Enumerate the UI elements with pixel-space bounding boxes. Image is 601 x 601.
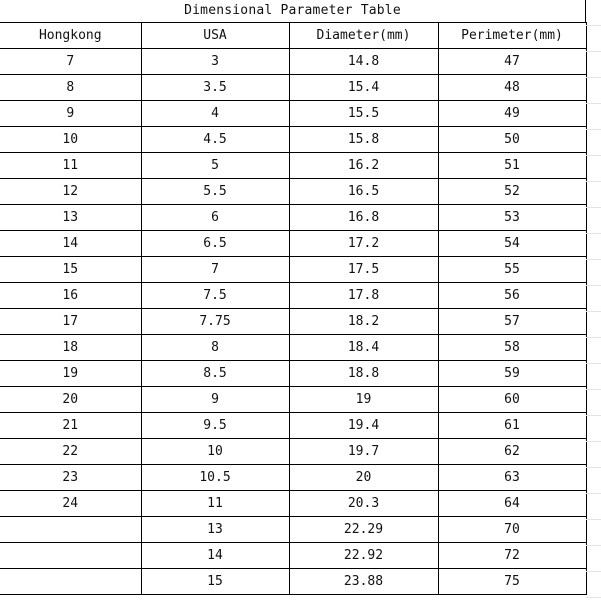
cell-perimeter: 72 <box>438 543 586 569</box>
cell-diameter: 18.2 <box>289 309 438 335</box>
cell-perimeter: 48 <box>438 75 586 101</box>
table-row <box>0 517 586 543</box>
cell-hongkong: 8 <box>0 75 141 101</box>
cell-diameter: 16.8 <box>289 205 438 231</box>
cell-usa: 3.5 <box>141 75 289 101</box>
cell-perimeter: 51 <box>438 153 586 179</box>
cell-hongkong: 23 <box>0 465 141 491</box>
cell-usa: 6 <box>141 205 289 231</box>
cell-hongkong: 22 <box>0 439 141 465</box>
cell-hongkong: 16 <box>0 283 141 309</box>
cell-diameter: 17.5 <box>289 257 438 283</box>
table-row <box>0 153 586 179</box>
cell-diameter: 16.5 <box>289 179 438 205</box>
cell-hongkong <box>0 517 141 543</box>
cell-perimeter: 64 <box>438 491 586 517</box>
cell-hongkong: 9 <box>0 101 141 127</box>
table-row <box>0 231 586 257</box>
cell-diameter: 23.88 <box>289 569 438 595</box>
cell-perimeter: 63 <box>438 465 586 491</box>
table-row <box>0 75 586 101</box>
table-row <box>0 413 586 439</box>
cell-usa: 5.5 <box>141 179 289 205</box>
cell-perimeter: 57 <box>438 309 586 335</box>
cell-diameter: 15.4 <box>289 75 438 101</box>
cell-perimeter: 60 <box>438 387 586 413</box>
cell-hongkong: 18 <box>0 335 141 361</box>
cell-usa: 4 <box>141 101 289 127</box>
cell-hongkong <box>0 543 141 569</box>
cell-usa: 3 <box>141 49 289 75</box>
cell-hongkong: 19 <box>0 361 141 387</box>
cell-diameter: 18.4 <box>289 335 438 361</box>
cell-perimeter: 61 <box>438 413 586 439</box>
cell-hongkong: 13 <box>0 205 141 231</box>
header-diameter: Diameter(mm) <box>289 23 438 49</box>
cell-diameter: 14.8 <box>289 49 438 75</box>
cell-usa: 9.5 <box>141 413 289 439</box>
cell-hongkong: 24 <box>0 491 141 517</box>
table-row <box>0 465 586 491</box>
table-row <box>0 283 586 309</box>
cell-diameter: 17.8 <box>289 283 438 309</box>
cell-hongkong: 15 <box>0 257 141 283</box>
table-row <box>0 335 586 361</box>
cell-hongkong: 7 <box>0 49 141 75</box>
cell-perimeter: 54 <box>438 231 586 257</box>
cell-usa: 10 <box>141 439 289 465</box>
header-perimeter: Perimeter(mm) <box>438 23 586 49</box>
cell-diameter: 16.2 <box>289 153 438 179</box>
cell-usa: 7 <box>141 257 289 283</box>
table-row <box>0 49 586 75</box>
cell-perimeter: 52 <box>438 179 586 205</box>
cell-hongkong: 20 <box>0 387 141 413</box>
cell-diameter: 20 <box>289 465 438 491</box>
cell-diameter: 19.4 <box>289 413 438 439</box>
cell-perimeter: 55 <box>438 257 586 283</box>
cell-usa: 15 <box>141 569 289 595</box>
table-title: Dimensional Parameter Table <box>0 0 586 22</box>
cell-usa: 4.5 <box>141 127 289 153</box>
cell-usa: 6.5 <box>141 231 289 257</box>
cell-hongkong: 11 <box>0 153 141 179</box>
cell-usa: 8 <box>141 335 289 361</box>
cell-perimeter: 62 <box>438 439 586 465</box>
cell-hongkong: 21 <box>0 413 141 439</box>
table-body <box>0 49 586 595</box>
cell-usa: 9 <box>141 387 289 413</box>
cell-perimeter: 70 <box>438 517 586 543</box>
table-row <box>0 387 586 413</box>
header-row <box>0 23 586 49</box>
table-row <box>0 439 586 465</box>
cell-diameter: 20.3 <box>289 491 438 517</box>
header-usa: USA <box>141 23 289 49</box>
cell-usa: 14 <box>141 543 289 569</box>
cell-usa: 7.5 <box>141 283 289 309</box>
sheet-gridlines <box>586 0 601 601</box>
cell-diameter: 19.7 <box>289 439 438 465</box>
parameter-table <box>0 22 587 595</box>
cell-hongkong: 12 <box>0 179 141 205</box>
table-row <box>0 569 586 595</box>
cell-perimeter: 75 <box>438 569 586 595</box>
cell-diameter: 19 <box>289 387 438 413</box>
cell-hongkong <box>0 569 141 595</box>
cell-diameter: 15.8 <box>289 127 438 153</box>
table-row <box>0 127 586 153</box>
cell-hongkong: 17 <box>0 309 141 335</box>
table-row <box>0 361 586 387</box>
cell-diameter: 22.29 <box>289 517 438 543</box>
cell-diameter: 18.8 <box>289 361 438 387</box>
table-row <box>0 205 586 231</box>
table-row <box>0 179 586 205</box>
table-row <box>0 543 586 569</box>
cell-diameter: 15.5 <box>289 101 438 127</box>
table-row <box>0 257 586 283</box>
cell-perimeter: 59 <box>438 361 586 387</box>
cell-diameter: 17.2 <box>289 231 438 257</box>
cell-perimeter: 47 <box>438 49 586 75</box>
cell-usa: 10.5 <box>141 465 289 491</box>
cell-perimeter: 49 <box>438 101 586 127</box>
cell-perimeter: 58 <box>438 335 586 361</box>
cell-perimeter: 50 <box>438 127 586 153</box>
cell-perimeter: 53 <box>438 205 586 231</box>
cell-usa: 5 <box>141 153 289 179</box>
cell-perimeter: 56 <box>438 283 586 309</box>
cell-hongkong: 14 <box>0 231 141 257</box>
cell-usa: 11 <box>141 491 289 517</box>
table-row <box>0 309 586 335</box>
cell-usa: 8.5 <box>141 361 289 387</box>
cell-usa: 13 <box>141 517 289 543</box>
cell-diameter: 22.92 <box>289 543 438 569</box>
cell-hongkong: 10 <box>0 127 141 153</box>
table-row <box>0 101 586 127</box>
cell-usa: 7.75 <box>141 309 289 335</box>
table-row <box>0 491 586 517</box>
header-hongkong: Hongkong <box>0 23 141 49</box>
